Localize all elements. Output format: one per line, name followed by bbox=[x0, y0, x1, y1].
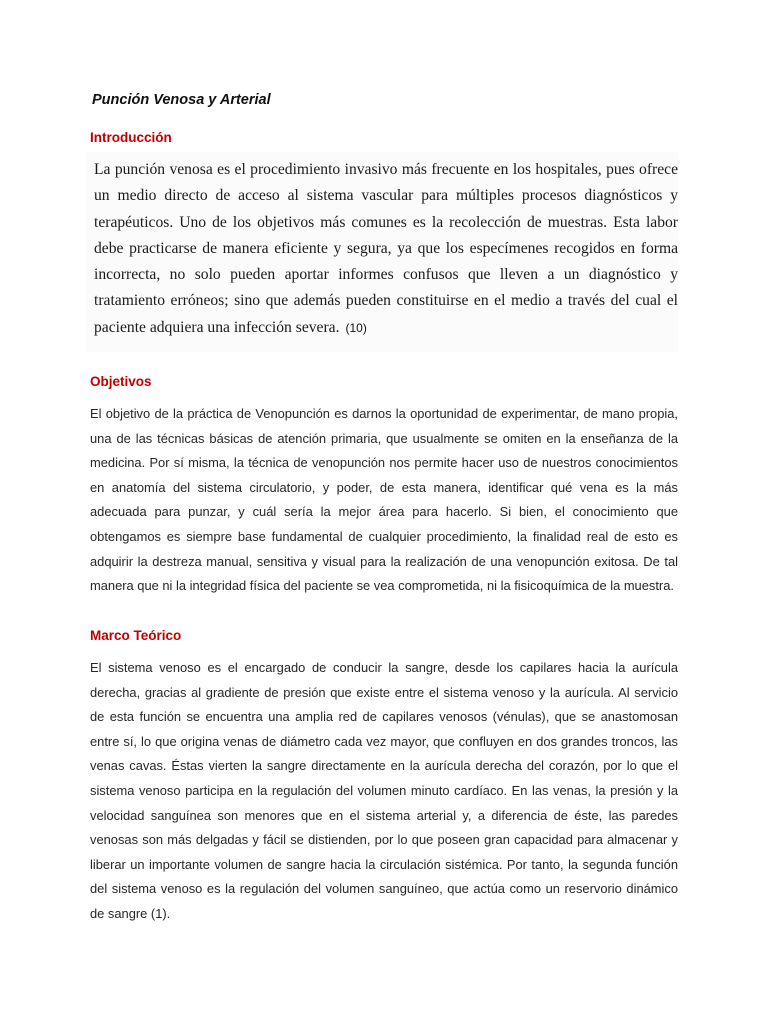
heading-objetivos: Objetivos bbox=[90, 374, 152, 389]
marco-teorico-paragraph: El sistema venoso es el encargado de conducir la sangre, desde los capilares hacia la aurícula derecha, gracias al gradiente de presión que existe entre el sistema venoso y la aurícula. Al servicio de esta función se encuentra una amplia red de capilares venosos (vénulas), que se anastomosan entre sí, lo que origina venas de diámetro cada vez mayor, que confluyen en dos grandes troncos, las venas cavas. Éstas vierten la sangre directamente en la aurícula derecha del corazón, por lo que el sistema venoso participa en la regulación del volumen minuto cardíaco. En las venas, la presión y la velocidad sanguínea son menores que en el sistema arterial y, a diferencia de éste, las paredes venosas son más delgadas y fácil se distienden, por lo que poseen gran capacidad para almacenar y liberar un importante volumen de sangre hacia la circulación sistémica. Por tanto, la segunda función del sistema venoso es la regulación del volumen sanguíneo, que actúa como un reservorio dinámico de sangre (1). bbox=[90, 660, 678, 921]
document-title: Punción Venosa y Arterial bbox=[92, 92, 271, 108]
introduccion-text: La punción venosa es el procedimiento invasivo más frecuente en los hospitales, pues ofrece un medio directo de acceso al sistema vascular para múltiples procesos diagnósticos y terapéuticos. Uno de los objetivos más comunes es la recolección de muestras. Esta labor debe practicarse de manera eficiente y segura, ya que los especímenes recogidos en forma incorrecta, no solo pueden aportar informes confusos que lleven a un diagnóstico y tratamiento erróneos; sino que además pueden constituirse en el medio a través del cual el paciente adquiera una infección severa. bbox=[94, 161, 678, 336]
objetivos-paragraph: El objetivo de la práctica de Venopunción es darnos la oportunidad de experimentar, de mano propia, una de las técnicas básicas de atención primaria, que usualmente se omiten en la enseñanza de la medicina. Por sí misma, la técnica de venopunción nos permite hacer uso de nuestros conocimientos en anatomía del sistema circulatorio, y poder, de esta manera, identificar qué vena es la más adecuada para punzar, y cuál sería la mejor área para hacerlo. Si bien, el conocimiento que obtengamos es siempre base fundamental de cualquier procedimiento, la finalidad real de esto es adquirir la destreza manual, sensitiva y visual para la realización de una venopunción exitosa. De tal manera que ni la integridad física del paciente se vea comprometida, ni la fisicoquímica de la muestra. bbox=[90, 406, 678, 594]
introduccion-citation: (10) bbox=[345, 320, 367, 335]
heading-introduccion: Introducción bbox=[90, 130, 172, 145]
introduccion-paragraph bbox=[94, 157, 678, 341]
heading-marco-teorico: Marco Teórico bbox=[90, 628, 182, 643]
